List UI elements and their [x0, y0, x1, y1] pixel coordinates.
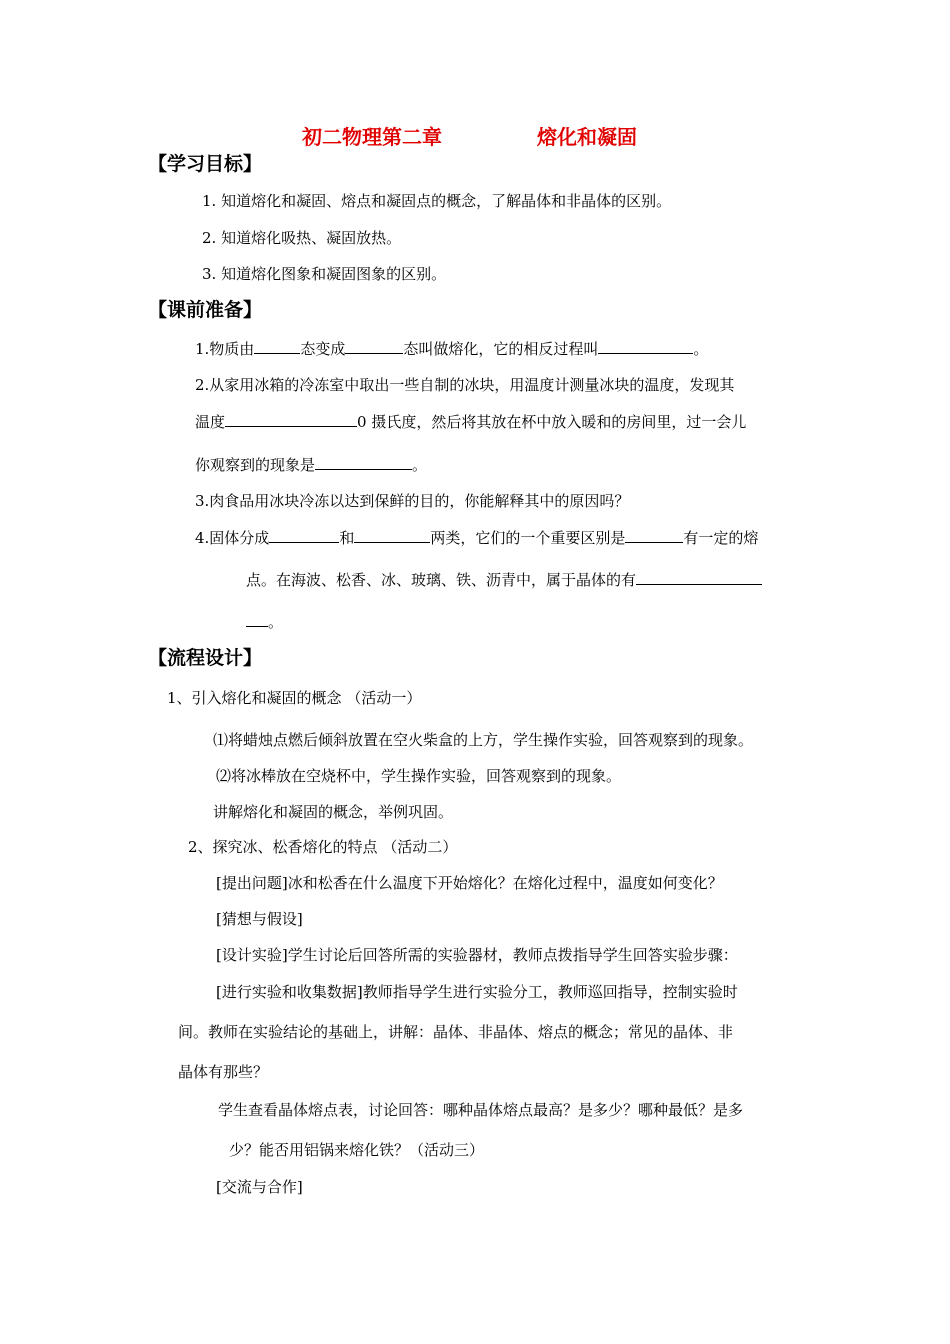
prep-q2-text-c: 你观察到的现象是	[195, 456, 316, 474]
fill-blank[interactable]	[598, 339, 693, 354]
prep-question-3: 3.肉食品用冰块冷冻以达到保鲜的目的，你能解释其中的原因吗？	[195, 492, 630, 510]
prep-q2-text-a: 温度	[195, 413, 226, 431]
prep-q1-text-c: 态叫做熔化，它的相反过程叫	[403, 340, 599, 358]
prep-q1-text-b: 态变成	[300, 340, 346, 358]
fill-blank[interactable]	[345, 339, 403, 354]
activity-2-hypothesis: [猜想与假设]	[216, 910, 303, 928]
section-goals-heading: 【学习目标】	[148, 153, 263, 175]
prep-q4-text-d: 有一定的熔	[683, 529, 759, 547]
goal-item-3: 3. 知道熔化图象和凝固图象的区别。	[202, 265, 447, 283]
prep-q1-text-d: 。	[693, 340, 709, 358]
prep-question-4-line-1	[195, 528, 758, 548]
prep-q4-text-e: 点。在海波、松香、冰、玻璃、铁、沥青中，属于晶体的有	[246, 571, 637, 589]
goal-item-2: 2. 知道熔化吸热、凝固放热。	[202, 229, 402, 247]
activity-1-note: 讲解熔化和凝固的概念，举例巩固。	[213, 803, 454, 821]
prep-q4-text-f: 。	[268, 613, 284, 631]
activity-2-question: [提出问题]冰和松香在什么温度下开始熔化？在熔化过程中，温度如何变化？	[216, 874, 723, 892]
prep-q4-text-a: 4.固体分成	[195, 529, 270, 547]
fill-blank[interactable]	[225, 412, 357, 427]
activity-1-step-2: ⑵将冰棒放在空烧杯中，学生操作实验，回答观察到的现象。	[216, 767, 622, 785]
section-prep-heading: 【课前准备】	[148, 299, 263, 321]
fill-blank[interactable]	[354, 528, 430, 543]
prep-q2-text-d: 。	[412, 456, 428, 474]
activity-1-step-1: ⑴将蜡烛点燃后倾斜放置在空火柴盒的上方，学生操作实验，回答观察到的现象。	[213, 731, 754, 749]
activity-2-title: 2、探究冰、松香熔化的特点 （活动二）	[188, 838, 458, 856]
fill-blank[interactable]	[269, 528, 339, 543]
activity-2-explain-cont: 晶体有那些？	[178, 1063, 269, 1081]
prep-q4-text-b: 和	[339, 529, 355, 547]
activity-2-experiment: [进行实验和收集数据]教师指导学生进行实验分工，教师巡回指导，控制实验时	[216, 983, 738, 1001]
fill-blank[interactable]	[625, 528, 683, 543]
activity-3-line-2: 少？能否用铝锅来熔化铁？（活动三）	[229, 1141, 485, 1159]
prep-q2-text-b: 0 摄氏度，然后将其放在杯中放入暖和的房间里，过一会儿	[357, 413, 747, 431]
fill-blank[interactable]	[254, 339, 300, 354]
prep-q4-text-c: 两类，它们的一个重要区别是	[430, 529, 626, 547]
activity-1-title: 1、引入熔化和凝固的概念 （活动一）	[167, 689, 422, 707]
prep-q1-text-a: 1.物质由	[195, 340, 255, 358]
title-right: 熔化和凝固	[537, 125, 637, 149]
activity-2-design: [设计实验]学生讨论后回答所需的实验器材，教师点拨指导学生回答实验步骤：	[216, 946, 738, 964]
prep-question-2-line-3	[195, 455, 427, 475]
prep-question-1	[195, 339, 708, 359]
prep-question-2-line-1: 2.从家用冰箱的冷冻室中取出一些自制的冰块，用温度计测量冰块的温度，发现其	[195, 376, 735, 394]
activity-3-line-1: 学生查看晶体熔点表，讨论回答：哪种晶体熔点最高？是多少？哪种最低？是多	[218, 1101, 744, 1119]
prep-question-2-line-2	[195, 412, 746, 432]
fill-blank[interactable]	[315, 455, 412, 470]
activity-3-exchange: [交流与合作]	[216, 1178, 303, 1196]
goal-item-1: 1. 知道熔化和凝固、熔点和凝固点的概念，了解晶体和非晶体的区别。	[202, 192, 672, 210]
title-left: 初二物理第二章	[302, 125, 442, 149]
fill-blank[interactable]	[636, 570, 762, 585]
activity-2-explain: 间。教师在实验结论的基础上，讲解：晶体、非晶体、熔点的概念；常见的晶体、非	[178, 1023, 734, 1041]
prep-question-4-line-3	[246, 612, 283, 632]
prep-question-4-line-2	[246, 570, 762, 590]
section-flow-heading: 【流程设计】	[148, 647, 263, 669]
fill-blank[interactable]	[246, 612, 268, 627]
